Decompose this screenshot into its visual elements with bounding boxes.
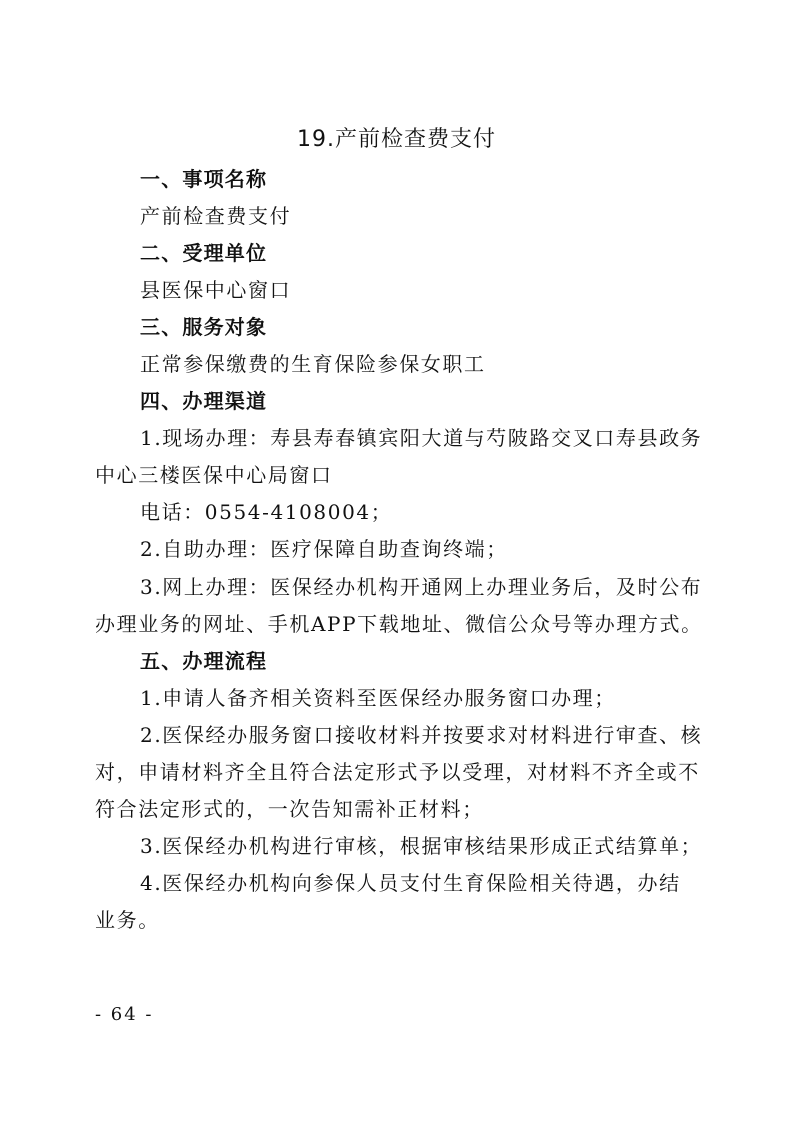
- body-line: 2.医保经办服务窗口接收材料并按要求对材料进行审查、核: [140, 722, 703, 747]
- body-line: 3.医保经办机构进行审核，根据审核结果形成正式结算单；: [140, 833, 703, 858]
- phone-line: 电话：0554-4108004；: [140, 500, 393, 525]
- body-line: 3.网上办理：医保经办机构开通网上办理业务后，及时公布: [140, 574, 703, 599]
- body-line: 正常参保缴费的生育保险参保女职工: [140, 352, 486, 377]
- body-line: 县医保中心窗口: [140, 278, 292, 303]
- page-number: - 64 -: [95, 1004, 154, 1025]
- body-line: 业务。: [95, 907, 160, 932]
- body-line: 产前检查费支付: [140, 204, 292, 229]
- section-heading-channels: 四、办理渠道: [140, 389, 268, 414]
- body-line: 中心三楼医保中心局窗口: [95, 463, 333, 488]
- body-line: 符合法定形式的，一次告知需补正材料；: [95, 796, 484, 821]
- section-heading-process: 五、办理流程: [140, 648, 268, 673]
- body-line: 办理业务的网址、手机APP下载地址、微信公众号等办理方式。: [95, 611, 703, 636]
- body-line: 1.现场办理：寿县寿春镇宾阳大道与芍陂路交叉口寿县政务: [140, 426, 703, 451]
- section-heading-item-name: 一、事项名称: [140, 167, 268, 191]
- body-line: 4.医保经办机构向参保人员支付生育保险相关待遇，办结: [140, 870, 681, 895]
- document-body: [95, 161, 720, 939]
- body-line: 1.申请人备齐相关资料至医保经办服务窗口办理；: [140, 685, 616, 710]
- page-title: 19.产前检查费支付: [297, 127, 496, 152]
- body-line: 2.自助办理：医疗保障自助查询终端；: [140, 537, 508, 562]
- body-line: 对，申请材料齐全且符合法定形式予以受理，对材料不齐全或不: [95, 759, 700, 784]
- section-heading-service-target: 三、服务对象: [140, 315, 268, 340]
- section-heading-accepting-unit: 二、受理单位: [140, 241, 268, 266]
